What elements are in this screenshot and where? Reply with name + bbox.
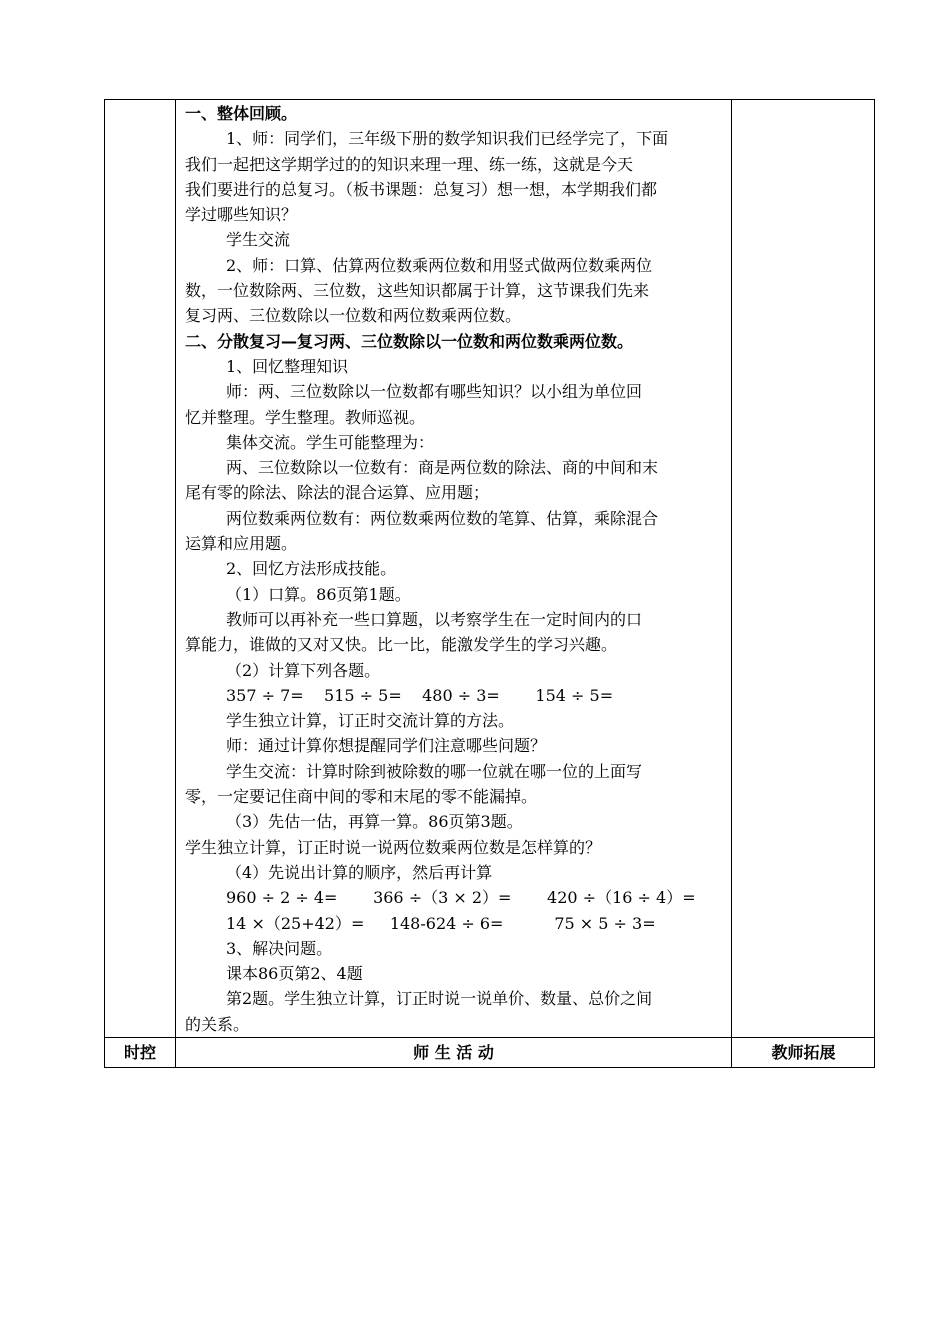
text-line: 两、三位数除以一位数有：商是两位数的除法、商的中间和末 [226, 458, 659, 478]
header-teacher-extension: 教师拓展 [771, 1043, 836, 1062]
lesson-table [104, 99, 875, 1068]
text-line: 学过哪些知识？ [185, 205, 298, 225]
text-line: （1）口算。86页第1题。 [226, 584, 411, 604]
text-line: 1、师：同学们，三年级下册的数学知识我们已经学完了，下面 [226, 129, 669, 149]
text-line: 复习两、三位数除以一位数和两位数乘两位数。 [185, 306, 522, 326]
text-line: 我们一起把这学期学过的的知识来理一理、练一练，这就是今天 [185, 154, 634, 174]
column-divider [731, 100, 732, 1067]
lesson-content [185, 101, 725, 1037]
text-line: 我们要进行的总复习。（板书课题：总复习）想一想，本学期我们都 [185, 179, 658, 199]
text-line: 师：通过计算你想提醒同学们注意哪些问题？ [226, 736, 547, 756]
text-line: 960 ÷ 2 ÷ 4= 366 ÷（3 × 2）= 420 ÷（16 ÷ 4）= [226, 888, 696, 908]
text-line: 357 ÷ 7= 515 ÷ 5= 480 ÷ 3= 154 ÷ 5= [226, 685, 614, 705]
text-line: 算能力，谁做的又对又快。比一比，能激发学生的学习兴趣。 [185, 635, 618, 655]
text-line: 运算和应用题。 [185, 534, 298, 554]
text-line: 课本86页第2、4题 [226, 964, 363, 984]
text-line: 两位数乘两位数有：两位数乘两位数的笔算、估算，乘除混合 [226, 508, 659, 528]
text-line: 零，一定要记住商中间的零和末尾的零不能漏掉。 [185, 787, 538, 807]
text-line: 学生交流：计算时除到被除数的哪一位就在哪一位的上面写 [226, 761, 643, 781]
header-time-control: 时控 [123, 1043, 156, 1062]
text-line: 学生独立计算，订正时说一说两位数乘两位数是怎样算的？ [185, 837, 602, 857]
column-divider [175, 100, 176, 1067]
text-line: 师：两、三位数除以一位数都有哪些知识？以小组为单位回 [226, 382, 643, 402]
text-line: 学生独立计算，订正时交流计算的方法。 [226, 711, 515, 731]
text-line: （3）先估一估，再算一算。86页第3题。 [226, 812, 523, 832]
text-line: 1、回忆整理知识 [226, 356, 349, 376]
section-heading: 二、分散复习—复习两、三位数除以一位数和两位数乘两位数。 [185, 331, 634, 351]
header-activities: 师 生 活 动 [413, 1043, 494, 1062]
text-line: 14 ×（25+42）= 148-624 ÷ 6= 75 × 5 ÷ 3= [226, 913, 656, 933]
text-line: 第2题。学生独立计算，订正时说一说单价、数量、总价之间 [226, 989, 653, 1009]
text-line: 集体交流。学生可能整理为： [226, 432, 435, 452]
text-line: 数，一位数除两、三位数，这些知识都属于计算，这节课我们先来 [185, 281, 650, 301]
text-line: 3、解决问题。 [226, 938, 333, 958]
text-line: （4）先说出计算的顺序，然后再计算 [226, 862, 493, 882]
text-line: 2、师：口算、估算两位数乘两位数和用竖式做两位数乘两位 [226, 255, 653, 275]
text-line: 尾有零的除法、除法的混合运算、应用题； [185, 483, 490, 503]
text-line: 2、回忆方法形成技能。 [226, 559, 397, 579]
text-line: 教师可以再补充一些口算题，以考察学生在一定时间内的口 [226, 609, 643, 629]
section-heading: 一、整体回顾。 [185, 104, 298, 123]
text-line: 学生交流 [226, 230, 291, 250]
text-line: （2）计算下列各题。 [226, 660, 381, 680]
text-line: 忆并整理。学生整理。教师巡视。 [185, 407, 426, 427]
text-line: 的关系。 [185, 1014, 250, 1034]
